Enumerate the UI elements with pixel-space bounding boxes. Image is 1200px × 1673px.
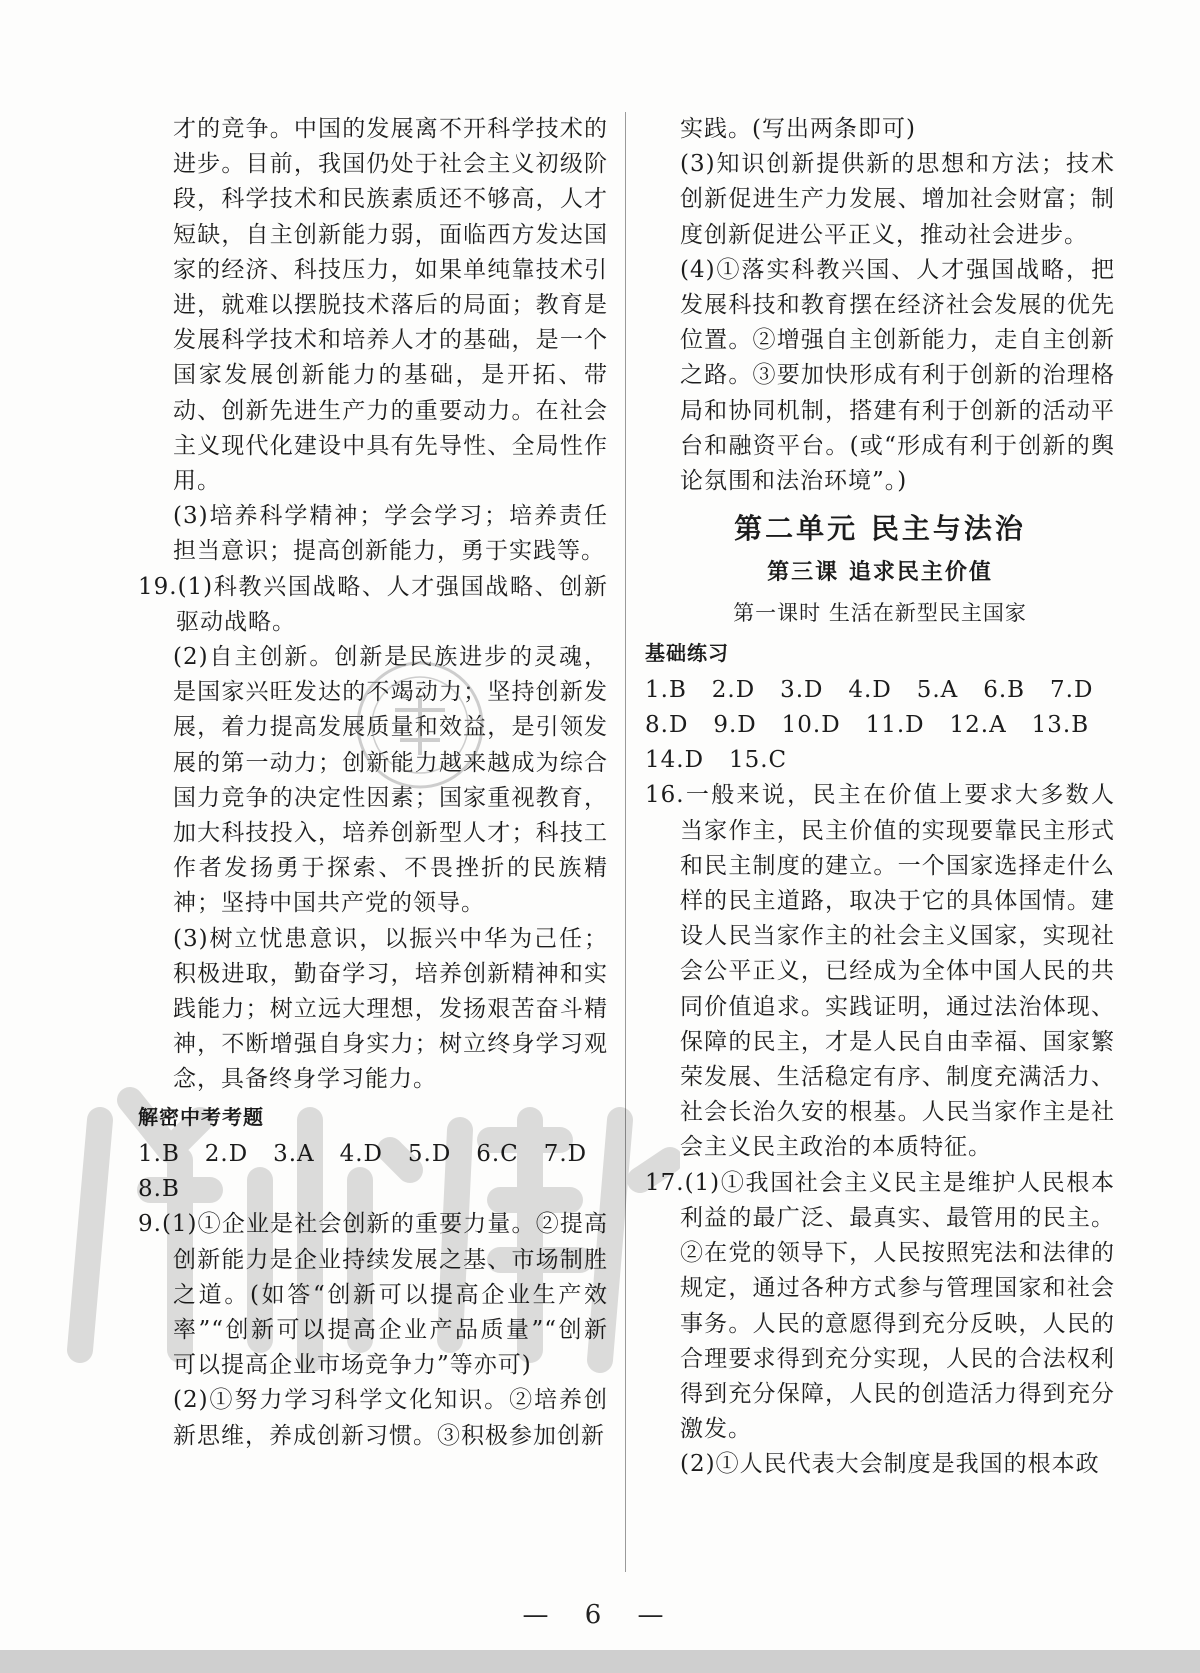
lesson-title: 第三课 追求民主价值 [767,560,993,586]
exam-answers-row-1: 1.B 2.D 3.A 4.D 5.D 6.C 7.D [138,1140,588,1167]
basic-practice-heading: 基础练习 [645,640,729,665]
column-divider [625,112,626,1572]
right-question-17-1: 17.(1)①我国社会主义民主是维护人民根本利益的最广泛、最真实、最管用的民主。②在党的领导下，人民按照宪法和法律的规定，通过各种方式参与管理国家和社会事务。人民的意愿得到充分反映，人民的合理要求得到充分实现，人民的合法权利得到充分保障，人民的创造活力得到充分激发。 [645,1169,1115,1443]
practice-answers-row-2: 8.D 9.D 10.D 11.D 12.A 13.B [645,712,1090,739]
left-question-19-1: 19.(1)科教兴国战略、人才强国战略、创新驱动战略。 [138,573,608,635]
exam-answers-row-2: 8.B [138,1176,180,1203]
scan-edge [0,1650,1200,1673]
right-question-17-2: (2)①人民代表大会制度是我国的根本政 [680,1451,1100,1478]
left-column [138,112,608,1454]
left-paragraph-1: 才的竞争。中国的发展离不开科学技术的进步。目前，我国仍处于社会主义初级阶段，科学技术和民族素质还不够高，人才短缺，自主创新能力弱，面临西方发达国家的经济、科技压力，如果单纯靠技术引进，就难以摆脱技术落后的局面；教育是发展科学技术和培养人才的基础，是一个国家发展创新能力的基础，是开拓、带动、创新先进生产力的重要动力。在社会主义现代化建设中具有先导性、全局性作用。 [173,116,608,495]
unit-title: 第二单元 民主与法治 [734,512,1026,546]
right-paragraph-1: 实践。(写出两条即可) [680,116,916,142]
left-paragraph-2: (3)培养科学精神；学会学习；培养责任担当意识；提高创新能力，勇于实践等。 [173,503,608,565]
left-question-9-1: 9.(1)①企业是社会创新的重要力量。②提高创新能力是企业持续发展之基、市场制胜之道。(如答“创新可以提高企业生产效率”“创新可以提高企业产品质量”“创新可以提高企业市场竞争力”等亦可) [138,1211,608,1379]
right-paragraph-2: (3)知识创新提供新的思想和方法；技术创新促进生产力发展、增加社会财富；制度创新促进公平正义，推动社会进步。 [680,151,1115,248]
practice-answers-row-3: 14.D 15.C [645,747,788,774]
left-question-9-2: (2)①努力学习科学文化知识。②培养创新思维，养成创新习惯。③积极参加创新 [173,1387,608,1449]
left-question-19-2: (2)自主创新。创新是民族进步的灵魂，是国家兴旺发达的不竭动力；坚持创新发展，着力提高发展质量和效益，是引领发展的第一动力；创新能力越来越成为综合国力竞争的决定性因素；国家重视教育，加大科技投入，培养创新型人才；科技工作者发扬勇于探索、不畏挫折的民族精神；坚持中国共产党的领导。 [173,644,608,917]
left-question-19-3: (3)树立忧患意识，以振兴中华为己任；积极进取，勤奋学习，培养创新精神和实践能力；树立远大理想，发扬艰苦奋斗精神，不断增强自身实力；树立终身学习观念，具备终身学习能力。 [173,925,608,1093]
right-paragraph-3: (4)①落实科教兴国、人才强国战略，把发展科技和教育摆在经济社会发展的优先位置。②增强自主创新能力，走自主创新之路。③要加快形成有利于创新的治理格局和协同机制，搭建有利于创新的活动平台和融资平台。(或“形成有利于创新的舆论氛围和法治环境”。) [680,256,1115,495]
right-question-16: 16.一般来说，民主在价值上要求大多数人当家作主，民主价值的实现要靠民主形式和民主制度的建立。一个国家选择走什么样的民主道路，取决于它的具体国情。建设人民当家作主的社会主义国家，实现社会公平正义，已经成为全体中国人民的共同价值追求。实践证明，通过法治体现、保障的民主，才是人民自由幸福、国家繁荣发展、生活稳定有序、制度充满活力、社会长治久安的根基。人民当家作主是社会主义民主政治的本质特征。 [645,782,1115,1161]
exam-questions-heading: 解密中考考题 [138,1104,264,1129]
period-title: 第一课时 生活在新型民主国家 [733,601,1027,626]
right-column [645,112,1115,1483]
page-number: — 6 — [522,1600,678,1630]
practice-answers-row-1: 1.B 2.D 3.D 4.D 5.A 6.B 7.D [645,676,1094,703]
